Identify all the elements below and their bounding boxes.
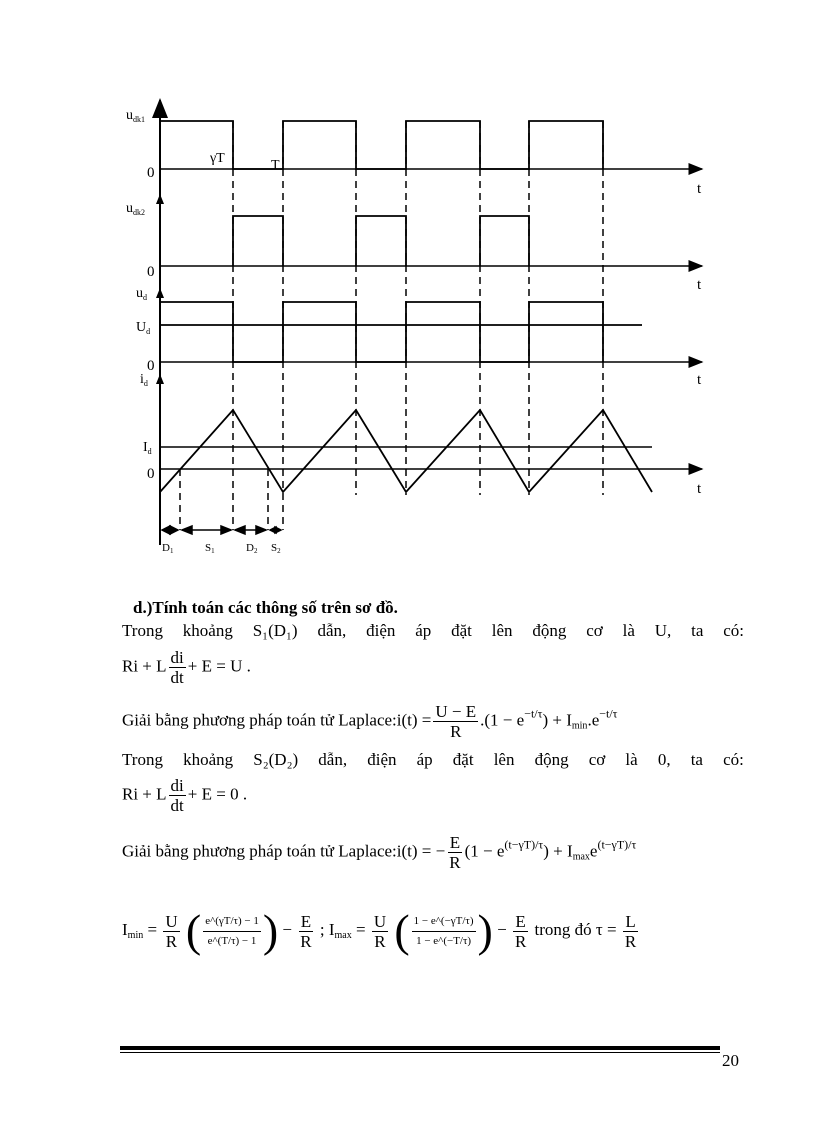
paragraph-2	[122, 750, 744, 770]
word: đặt	[451, 621, 472, 640]
equation-1: Ri + L $\frac{di}{dt}$ + E = U .	[122, 648, 251, 687]
word: động	[534, 750, 569, 769]
word: áp	[415, 621, 432, 640]
label-zero-1: 0	[147, 165, 155, 181]
word: là	[625, 750, 638, 769]
arrow-id	[156, 374, 164, 384]
label-udk2: $u_{dk2}$	[126, 201, 145, 217]
label-t-2: t	[697, 277, 702, 293]
word: động	[532, 621, 567, 640]
word: lên	[491, 621, 513, 640]
label-Ud: $U_d$	[136, 320, 151, 336]
footer-rule	[120, 1046, 720, 1050]
label-Id: $I_d$	[143, 440, 152, 456]
word: Trong	[122, 750, 163, 769]
label-id: $i_d$	[140, 372, 148, 388]
label-D1: D1	[162, 542, 174, 555]
word: khoảng	[183, 750, 234, 769]
label-gammaT: γT	[210, 151, 225, 166]
word: đặt	[452, 750, 474, 769]
label-zero-4: 0	[147, 466, 155, 482]
arrow-udk2	[156, 194, 164, 204]
word: cơ	[588, 750, 606, 769]
imin-imax-equation: $I_{min}$ = $\frac{U}{R}$ ( $\frac{e\^{}(\gamma T/\tau) - 1}{e\^{}(T/\tau) - 1}$ ) − $\frac{E}{R}$ ; $I_{max}$ = $\frac{U}{R}$ ( $\frac{1 - e\^{}(-\gamma T/\tau)}{1 - e\^{}(-T/\tau)}$ ) − $\frac{E}{R}$ trong đó τ = $\frac{L}{R}$	[122, 905, 637, 956]
word: 0,	[657, 750, 671, 769]
word: dẫn,	[317, 621, 347, 640]
label-D2: D2	[246, 542, 258, 555]
word: ta	[690, 750, 703, 769]
word: Trong	[122, 621, 163, 640]
page-number: 20	[722, 1051, 739, 1070]
label-T: T	[271, 158, 280, 173]
word: áp	[416, 750, 433, 769]
udk2-waveform-3	[480, 216, 529, 266]
word: ta	[691, 621, 704, 640]
word: cơ	[586, 621, 603, 640]
word: S₂(D₂)	[253, 750, 299, 769]
udk2-waveform-2	[356, 216, 406, 266]
word: U,	[654, 621, 672, 640]
footer-rule-thin	[120, 1052, 720, 1053]
word: S₁(D₁)	[252, 621, 298, 640]
word: có:	[723, 750, 744, 769]
label-S2: S2	[271, 542, 281, 555]
label-zero-2: 0	[147, 264, 155, 280]
solution-2: Giải bằng phương pháp toán tử Laplace:i(t) = − $\frac{E}{R}$ $(1 - e^{(t-\gamma T)/\tau}) + I_{max}e^{(t-\gamma T)/\tau}$	[122, 833, 637, 872]
word: có:	[723, 621, 744, 640]
label-S1: S1	[205, 542, 215, 555]
udk2-waveform	[233, 216, 283, 266]
label-zero-3: 0	[147, 358, 155, 374]
paragraph-1	[122, 621, 744, 641]
arrow-ud	[156, 288, 164, 298]
label-t-1: t	[697, 181, 702, 197]
word: là	[622, 621, 635, 640]
label-ud: $u_d$	[136, 286, 147, 302]
word: điện	[367, 750, 397, 769]
solution-1: Giải bằng phương pháp toán tử Laplace:i(t) = $\frac{U - E}{R}$ $.(1 - e^{-t/\tau}) + I_{min}.e^{-t/\tau}$	[122, 702, 618, 741]
word: dẫn,	[318, 750, 348, 769]
equation-2: Ri + L $\frac{di}{dt}$ + E = 0 .	[122, 776, 248, 815]
label-udk1: $u_{dk1}$	[126, 108, 145, 124]
word: điện	[366, 621, 396, 640]
word: khoảng	[182, 621, 233, 640]
section-heading: d.)Tính toán các thông số trên sơ đồ.	[133, 598, 398, 617]
label-t-4: t	[697, 481, 702, 497]
udk1-waveform	[160, 121, 603, 169]
label-t-3: t	[697, 372, 702, 388]
ud-waveform	[160, 302, 603, 362]
word: lên	[493, 750, 515, 769]
